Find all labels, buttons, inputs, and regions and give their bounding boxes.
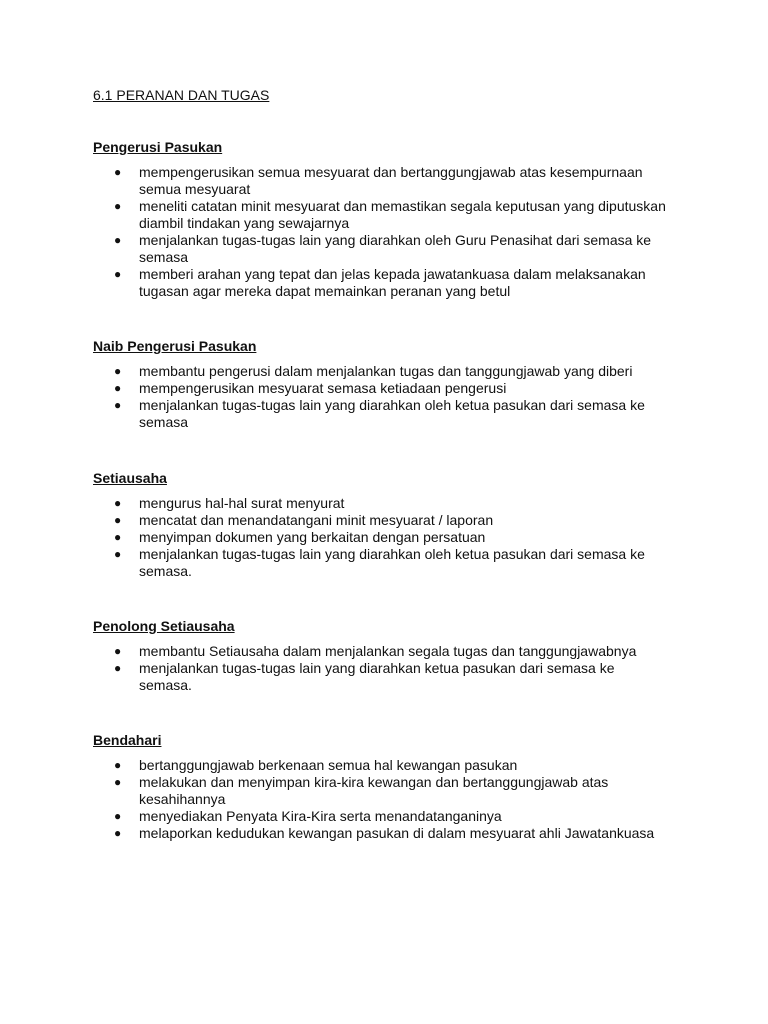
item-line: tugasan agar mereka dapat memainkan peranan yang betul	[139, 283, 511, 299]
list-item	[93, 495, 693, 512]
bullet-icon: ●	[114, 165, 122, 179]
bullet-list	[93, 164, 693, 300]
section-heading: Naib Pengerusi Pasukan	[93, 338, 257, 354]
item-line: mencatat dan menandatangani minit mesyuarat / laporan	[139, 512, 494, 528]
list-item	[93, 198, 693, 232]
bullet-icon: ●	[114, 758, 122, 772]
item-line: menjalankan tugas-tugas lain yang diarahkan oleh Guru Penasihat dari semasa ke	[139, 232, 652, 248]
list-item	[93, 825, 693, 842]
item-line: mengurus hal-hal surat menyurat	[139, 495, 345, 511]
list-item	[93, 546, 693, 580]
bullet-icon: ●	[114, 826, 122, 840]
document-title: 6.1 PERANAN DAN TUGAS	[93, 87, 270, 103]
bullet-icon: ●	[114, 398, 122, 412]
list-item	[93, 643, 693, 660]
list-item	[93, 363, 693, 380]
item-line: menyimpan dokumen yang berkaitan dengan persatuan	[139, 529, 486, 545]
bullet-icon: ●	[114, 547, 122, 561]
list-item	[93, 512, 693, 529]
bullet-list	[93, 757, 693, 842]
bullet-icon: ●	[114, 661, 122, 675]
item-line: melakukan dan menyimpan kira-kira kewangan dan bertanggungjawab atas	[139, 774, 609, 790]
item-line: semasa.	[139, 563, 192, 579]
list-item	[93, 266, 693, 300]
bullet-list	[93, 643, 693, 694]
item-line: menjalankan tugas-tugas lain yang diarahkan oleh ketua pasukan dari semasa ke	[139, 546, 645, 562]
section-heading: Setiausaha	[93, 470, 167, 486]
list-item	[93, 397, 693, 431]
list-item	[93, 164, 693, 198]
item-line: membantu pengerusi dalam menjalankan tugas dan tanggungjawab yang diberi	[139, 363, 633, 379]
bullet-icon: ●	[114, 381, 122, 395]
list-item	[93, 380, 693, 397]
section-penolong-setiausaha	[93, 618, 693, 694]
list-item	[93, 529, 693, 546]
bullet-icon: ●	[114, 513, 122, 527]
section-heading: Pengerusi Pasukan	[93, 139, 223, 155]
section-naib-pengerusi-pasukan	[93, 338, 693, 431]
item-line: meneliti catatan minit mesyuarat dan memastikan segala keputusan yang diputuskan	[139, 198, 666, 214]
bullet-icon: ●	[114, 267, 122, 281]
section-heading: Penolong Setiausaha	[93, 618, 235, 634]
list-item	[93, 808, 693, 825]
bullet-icon: ●	[114, 199, 122, 213]
section-heading: Bendahari	[93, 732, 162, 748]
list-item	[93, 232, 693, 266]
list-item	[93, 774, 693, 808]
bullet-icon: ●	[114, 233, 122, 247]
item-line: semasa.	[139, 677, 192, 693]
section-setiausaha	[93, 470, 693, 580]
item-line: menyediakan Penyata Kira-Kira serta menandatanganinya	[139, 808, 502, 824]
item-line: diambil tindakan yang sewajarnya	[139, 215, 350, 231]
item-line: semasa	[139, 414, 189, 430]
item-line: membantu Setiausaha dalam menjalankan segala tugas dan tanggungjawabnya	[139, 643, 637, 659]
item-line: mempengerusikan mesyuarat semasa ketiadaan pengerusi	[139, 380, 507, 396]
section-pengerusi-pasukan	[93, 139, 693, 300]
bullet-icon: ●	[114, 530, 122, 544]
item-line: melaporkan kedudukan kewangan pasukan di dalam mesyuarat ahli Jawatankuasa	[139, 825, 655, 841]
bullet-icon: ●	[114, 775, 122, 789]
item-line: kesahihannya	[139, 791, 226, 807]
item-line: bertanggungjawab berkenaan semua hal kewangan pasukan	[139, 757, 518, 773]
section-bendahari	[93, 732, 693, 842]
item-line: semua mesyuarat	[139, 181, 251, 197]
bullet-icon: ●	[114, 496, 122, 510]
list-item	[93, 660, 693, 694]
item-line: menjalankan tugas-tugas lain yang diarahkan ketua pasukan dari semasa ke	[139, 660, 615, 676]
bullet-list	[93, 495, 693, 580]
bullet-icon: ●	[114, 809, 122, 823]
bullet-list	[93, 363, 693, 431]
item-line: semasa	[139, 249, 189, 265]
bullet-icon: ●	[114, 364, 122, 378]
item-line: memberi arahan yang tepat dan jelas kepada jawatankuasa dalam melaksanakan	[139, 266, 646, 282]
bullet-icon: ●	[114, 644, 122, 658]
item-line: mempengerusikan semua mesyuarat dan bertanggungjawab atas kesempurnaan	[139, 164, 643, 180]
item-line: menjalankan tugas-tugas lain yang diarahkan oleh ketua pasukan dari semasa ke	[139, 397, 645, 413]
list-item	[93, 757, 693, 774]
